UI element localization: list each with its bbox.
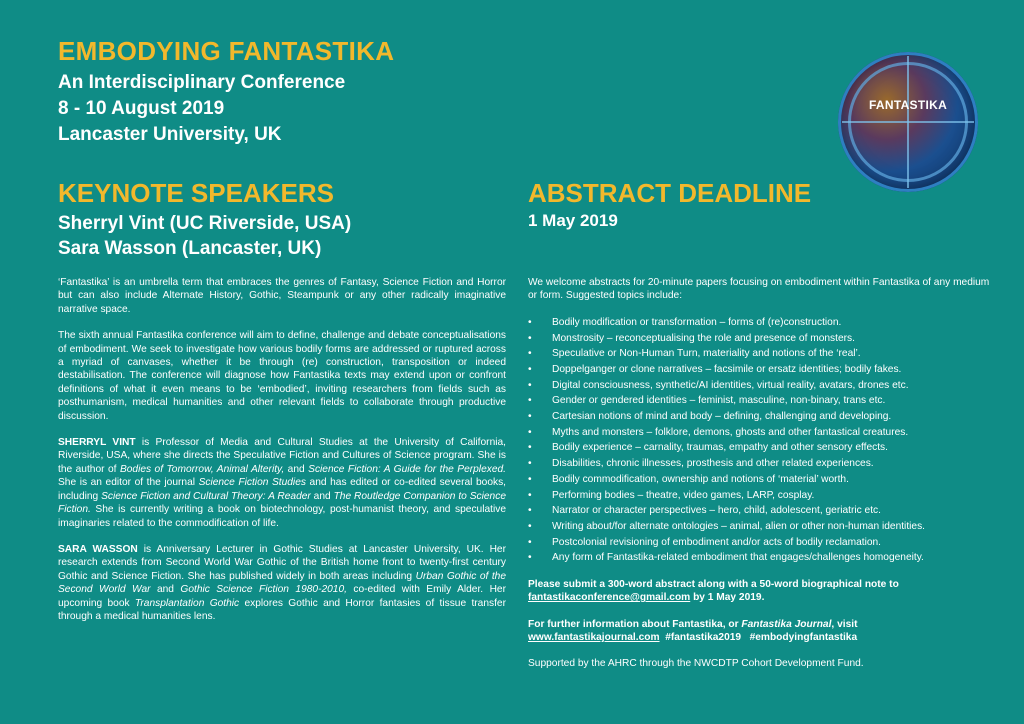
wasson-bio-text: and [150,584,181,596]
vint-book: The Routledge Companion to Science Fiction. [58,490,506,516]
wasson-bio-text: explores Gothic and Horror fantasies of tissue transfer through a medical humanities lens. [58,597,506,622]
conference-subtitle: An Interdisciplinary Conference [58,72,346,93]
vint-book: Bodies of Tomorrow, Animal Alterity, [119,463,285,475]
vint-bio-text: and [310,490,334,502]
vint-bio-text: and has edited or co-edited several books, including [58,477,507,502]
topic-item: • Speculative or Non-Human Turn, materiality and notions of the ‘real’. [528,347,998,360]
wasson-book: Gothic Science Fiction 1980-2010, [180,584,347,596]
right-column [528,276,998,684]
conference-title: EMBODYING FANTASTIKA [58,36,395,66]
vint-bio-text: is Professor of Media and Cultural Studies at the University of California, Riverside, USA, where she directs the Speculative Fiction and Cultures of Science program. She is the author of [58,437,506,475]
topic-item: • Performing bodies – theatre, video games, LARP, cosplay. [528,489,998,502]
aims-paragraph: The sixth annual Fantastika conference will aim to define, challenge and debate conceptualisations of embodiment. We seek to investigate how various bodily forms are addressed or ruptured across a myriad of canvases, whether it be through (re) construction, transposition or indeed destabilisation. The conference will diagnose how Fantastika texts may extend upon or confront definitions of what it even means to be ‘embodied’, inviting researchers from fields such as posthumanism, medical humanities and other relevant fields to collaborate through productive discussion. [58,330,506,422]
left-column [58,276,506,636]
topic-item: • Monstrosity – reconceptualising the role and presence of monsters. [528,332,998,345]
keynote-heading: KEYNOTE SPEAKERS [58,178,334,208]
topic-item: • Bodily modification or transformation – forms of (re)construction. [528,316,998,329]
conference-dates: 8 - 10 August 2019 [58,98,225,119]
topics-list [528,316,998,565]
wasson-bio-text: is Anniversary Lecturer in Gothic Studies at Lancaster University, UK. Her research extends from Second World War Gothic of the British home front to twenty-first century Gothic and Science Fiction. She has published widely in both areas including [58,543,506,582]
cfp-intro: We welcome abstracts for 20-minute papers focusing on embodiment within Fantastika of any medium or form. Suggested topics include: [528,277,990,302]
topic-item: • Writing about/for alternate ontologies – animal, alien or other non-human identities. [528,520,998,533]
vint-book: Science Fiction and Cultural Theory: A Reader [101,490,311,502]
abstract-deadline-date: 1 May 2019 [528,211,618,230]
submission-text: Please submit a 300-word abstract along with a 50-word biographical note to [528,578,899,590]
topic-item: • Postcolonial revisioning of embodiment and/or acts of bodily reclamation. [528,536,998,549]
keynote-speaker-wasson: Sara Wasson (Lancaster, UK) [58,238,322,259]
vint-bio [58,436,506,530]
topic-item: • Any form of Fantastika-related embodiment that engages/challenges homogeneity. [528,551,998,564]
vint-bio-text: and [284,463,309,475]
vint-name: SHERRYL VINT [58,437,136,449]
topic-item: • Cartesian notions of mind and body – defining, challenging and developing. [528,410,998,423]
logo-text: FANTASTIKA [868,98,948,112]
journal-website-link[interactable]: www.fantastikajournal.com [528,631,660,643]
topic-item: • Gender or gendered identities – feminist, masculine, non-binary, trans etc. [528,394,998,407]
topic-item: • Myths and monsters – folklore, demons, ghosts and other fantastical creatures. [528,426,998,439]
topic-item: • Bodily experience – carnality, traumas, empathy and other sensory effects. [528,441,998,454]
hashtags: #fantastika2019 #embodyingfantastika [659,631,858,643]
topic-item: • Doppelganger or clone narratives – facsimile or ersatz identities; bodily fakes. [528,363,998,376]
wasson-book: Transplantation Gothic [134,597,240,609]
fantastika-logo [838,52,978,192]
vint-bio-text: She is currently writing a book on biotechnology, post-humanist theory, and speculative imaginaries related to the commodification of life. [58,504,506,529]
topic-item: • Bodily commodification, ownership and notions of ‘material’ worth. [528,473,998,486]
info-text: For further information about Fantastika, or [528,618,742,630]
wasson-bio-text: co-edited with Emily Alder. Her upcoming book [58,584,506,609]
vint-bio-text: She is an editor of the journal [58,477,199,489]
conference-location: Lancaster University, UK [58,124,282,145]
further-info [528,618,998,645]
topic-item: • Disabilities, chronic illnesses, prosthesis and other related experiences. [528,457,998,470]
wasson-bio [58,543,506,623]
abstract-deadline-heading: ABSTRACT DEADLINE [528,178,812,208]
submission-email-link[interactable]: fantastikaconference@gmail.com [528,592,691,604]
submission-text: by 1 May 2019. [690,592,765,604]
logo-cross-horizontal [842,121,974,123]
support-note: Supported by the AHRC through the NWCDTP Cohort Development Fund. [528,658,864,670]
wasson-name: SARA WASSON [58,543,138,555]
wasson-book: Urban Gothic of the Second World War [58,570,506,596]
vint-journal: Science Fiction Studies [198,477,306,489]
info-text: , visit [831,618,858,630]
submission-instructions [528,578,998,605]
topic-item: • Digital consciousness, synthetic/AI identities, virtual reality, avatars, drones etc. [528,379,998,392]
topic-item: • Narrator or character perspectives – hero, child, adolescent, geriatric etc. [528,504,998,517]
keynote-speaker-vint: Sherryl Vint (UC Riverside, USA) [58,213,352,234]
vint-book: Science Fiction: A Guide for the Perplexed. [308,463,506,475]
journal-name: Fantastika Journal [741,618,832,630]
intro-paragraph: ‘Fantastika’ is an umbrella term that embraces the genres of Fantasy, Science Fiction and Horror but can also include Alternate History, Gothic, Steampunk or any other radically imaginative narrative space. [58,277,506,315]
